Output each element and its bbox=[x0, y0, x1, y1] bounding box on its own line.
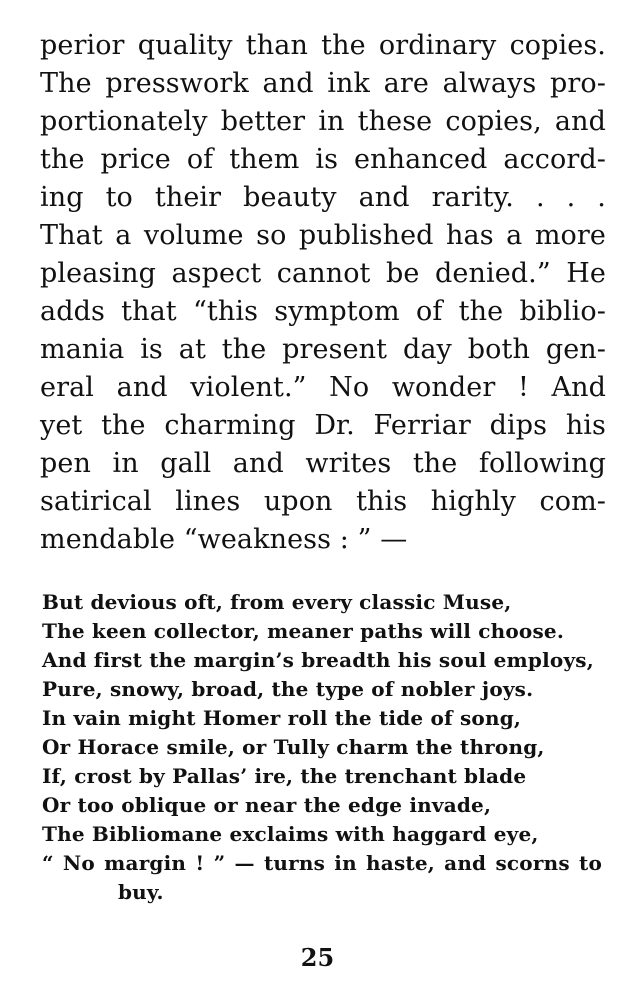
prose-line-3: portionately better in these copies, and bbox=[40, 106, 606, 137]
verse-line-6: Or Horace smile, or Tully charm the throng, bbox=[42, 735, 545, 759]
verse-line-11: buy. bbox=[118, 880, 164, 904]
verse-line-10: “ No margin ! ” — turns in haste, and scorns to bbox=[42, 851, 602, 875]
prose-line-1: perior quality than the ordinary copies. bbox=[40, 30, 606, 61]
prose-line-13: satirical lines upon this highly com- bbox=[40, 486, 606, 517]
prose-line-6: That a volume so published has a more bbox=[40, 220, 606, 251]
verse-line-3: And first the margin’s breadth his soul employs, bbox=[42, 648, 594, 672]
verse-line-7: If, crost by Pallas’ ire, the trenchant blade bbox=[42, 764, 527, 788]
prose-line-5: ing to their beauty and rarity. . . . bbox=[40, 182, 606, 213]
prose-line-11: yet the charming Dr. Ferriar dips his bbox=[40, 410, 606, 441]
prose-line-12: pen in gall and writes the following bbox=[40, 448, 606, 479]
prose-line-4: the price of them is enhanced accord- bbox=[40, 144, 606, 175]
prose-line-14: mendable “weakness : ” — bbox=[40, 524, 408, 555]
verse-line-2: The keen collector, meaner paths will choose. bbox=[42, 619, 564, 643]
verse-line-4: Pure, snowy, broad, the type of nobler joys. bbox=[42, 677, 534, 701]
verse-line-9: The Bibliomane exclaims with haggard eye, bbox=[42, 822, 539, 846]
prose-line-7: pleasing aspect cannot be denied.” He bbox=[40, 258, 606, 289]
verse-line-1: But devious oft, from every classic Muse, bbox=[42, 590, 512, 614]
verse-line-5: In vain might Homer roll the tide of song, bbox=[42, 706, 522, 730]
page-number: 25 bbox=[300, 943, 335, 972]
prose-line-8: adds that “this symptom of the biblio- bbox=[40, 296, 606, 327]
prose-line-2: The presswork and ink are always pro- bbox=[40, 68, 606, 99]
prose-line-9: mania is at the present day both gen- bbox=[40, 334, 606, 365]
verse-line-8: Or too oblique or near the edge invade, bbox=[42, 793, 492, 817]
prose-line-10: eral and violent.” No wonder ! And bbox=[40, 372, 606, 403]
